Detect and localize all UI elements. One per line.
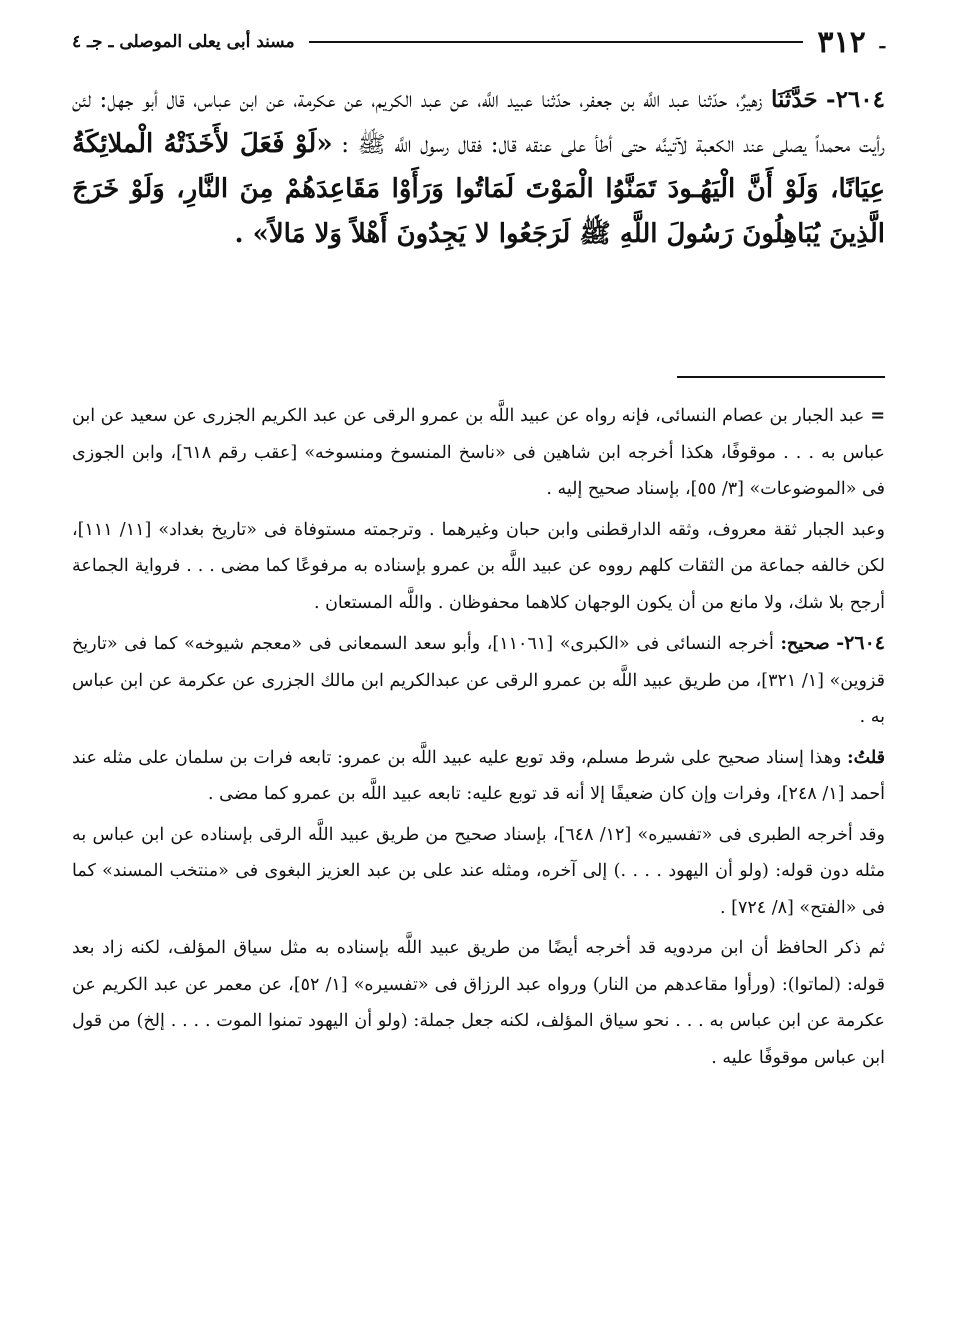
page-number: ٣١٢ [817, 24, 866, 60]
footnote-paragraph [72, 930, 885, 1076]
continuation-mark: = [870, 406, 885, 426]
footnote-number: ٢٦٠٤- [836, 632, 885, 654]
book-title: مسند أبى يعلى الموصلى ـ جـ ٤ [72, 32, 295, 52]
hadith-grade: صحيح: [780, 634, 830, 654]
hadith-isnad: زهيرٌ، حدّثنا عبد اللَّه بن جعفر، حدّثنا عبيد اللَّه، عن عبد الكريم، عن عكرمة، عن ابن عباس، قال أبو جهل: لئن رأيت محمداً يصلى عند الكعبة لآتينَّه حتى أطأ على عنقه قال: فقال رسول اللَّه ﷺ : [72, 87, 886, 158]
header-rule [309, 41, 804, 43]
footnote-text: وعبد الجبار ثقة معروف، وثقه الدارقطنى وابن حبان وغيرهما . وترجمته مستوفاة فى «تاريخ بغداد» [١١/ ١١١]، لكن خالفه جماعة من الثقات كلهم رووه عن عبيد اللَّه بن عمرو بإسناده به مرفوعًا كما مضى . . . فرواية الجماعة أرجح بلا شك، ولا مانع من أن يكون الوجهان كلاهما محفوظان . واللَّه المستعان . [72, 519, 885, 613]
footnote-paragraph [72, 512, 885, 622]
footnote-text: ثم ذكر الحافظ أن ابن مردويه قد أخرجه أيضًا من طريق عبيد اللَّه بإسناده به مثل سياق المؤلف، لكنه زاد بعد قوله: (لماتوا): (ورأوا مقاعدهم من النار) ورواه عبد الرزاق فى «تفسيره» [١/ ٥٢]، عن معمر عن عبد الكريم عن عكرمة عن ابن عباس به . . . نحو سياق المؤلف، لكنه جعل جملة: (ولو أن اليهود تمنوا الموت . . . . إلخ) من قول ابن عباس موقوفًا عليه . [72, 938, 885, 1068]
footnote-text: وهذا إسناد صحيح على شرط مسلم، وقد توبع عليه عبيد اللَّه بن عمرو: تابعه فرات بن سلمان على مثله عند أحمد [١/ ٢٤٨]، وفرات وإن كان ضعيفًا إلا أنه قد توبع عليه: تابعه عبيد اللَّه بن عمرو كما مضى . [72, 747, 885, 804]
running-header [72, 24, 885, 60]
footnote-text: عبد الجبار بن عصام النسائى، فإنه رواه عن عبيد اللَّه بن عمرو الرقى عن عبد الكريم الجزرى عن سعيد عن ابن عباس به . . . موقوفًا، هكذا أخرجه ابن شاهين فى «ناسخ المنسوخ ومنسوخه» [عقب رقم ٦١٨]، وابن الجوزى فى «الموضوعات» [٣/ ٥٥]، بإسناد صحيح إليه . [72, 406, 885, 499]
hadith-text [72, 78, 885, 257]
qult-label: قلتُ: [847, 747, 885, 768]
haddathana: حَدَّثَنَا [770, 86, 818, 113]
footnotes [72, 398, 885, 1080]
footnote-text: أخرجه النسائى فى «الكبرى» [١١٠٦١]، وأبو سعد السمعانى فى «معجم شيوخه» كما فى «تاريخ قزوين» [١/ ٣٢١]، من طريق عبيد اللَّه بن عمرو الرقى عن عبدالكريم ابن مالك الجزرى عن عكرمة عن ابن عباس به . [72, 634, 885, 727]
footnote-paragraph [72, 740, 885, 813]
footnote-separator [677, 376, 885, 378]
footnote-paragraph [72, 625, 885, 736]
hadith-number-separator: - [826, 86, 836, 113]
prophetic-saying: «لَوْ فَعَلَ لأَخَذَتْهُ الْملائِكَةُ عِيَانًا، وَلَوْ أَنَّ الْيَهُـودَ تَمَنَّوُا الْمَوْتَ لَمَاتُوا وَرَأَوْا مَقَاعِدَهُمْ مِنَ النَّارِ، وَلَوْ خَرَجَ الَّذِينَ يُبَاهِلُونَ رَسُولَ اللَّهِ ﷺ لَرَجَعُوا لا يَجِدُونَ أَهْلاً وَلا مَالاً» . [72, 129, 885, 249]
footnote-paragraph [72, 398, 885, 508]
header-dash: ـ [879, 31, 885, 53]
hadith-number: ٢٦٠٤ [835, 86, 885, 113]
footnote-text: وقد أخرجه الطبرى فى «تفسيره» [١٢/ ٦٤٨]، بإسناد صحيح من طريق عبيد اللَّه الرقى بإسناده عن ابن عباس به مثله دون قوله: (ولو أن اليهود . . . .) إلى آخره، ومثله عند على بن عبد العزيز البغوى فى «منتخب المسند» كما فى «الفتح» [٨/ ٧٢٤] . [72, 824, 885, 918]
footnote-paragraph [72, 817, 885, 927]
